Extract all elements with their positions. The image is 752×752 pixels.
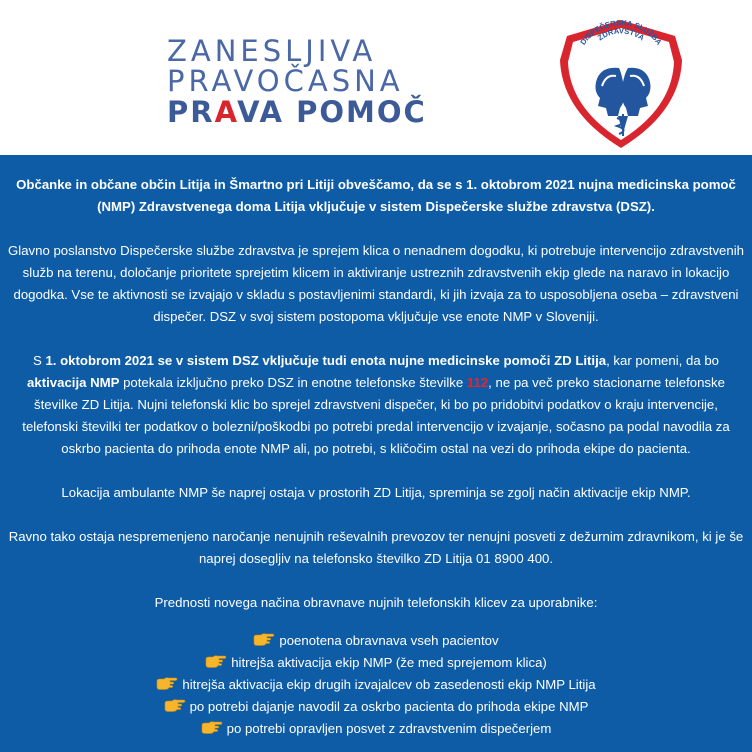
activation-nmp-text: aktivacija NMP xyxy=(27,375,120,390)
mission-paragraph: Glavno poslanstvo Dispečerske službe zdravstva je sprejem klica o nenadnem dogodku, ki potrebuje intervencijo zdravstvenih služb na terenu, določanje prioritete sprejetim klicem in aktiviranje ustreznih zdravstvenih ekip glede na naravo in lokacijo dogodka. Vse te aktivnosti se izvajajo v skladu s postavljenimi standardi, ki jih izvaja za to usposobljena oseba – zdravstveni dispečer. DSZ v svoj sistem postopoma vključuje vse enote NMP v Sloveniji. xyxy=(8,243,744,324)
benefit-text: poenotena obravnava vseh pacientov xyxy=(279,633,499,648)
emergency-number: 112 xyxy=(466,375,489,390)
list-item xyxy=(6,652,746,674)
slogan-accent-letter: A xyxy=(214,95,238,129)
slogan-line-3-start: PR xyxy=(167,95,215,129)
announcement-text xyxy=(6,174,746,740)
intro-text: Občanke in občane občin Litija in Šmartno pri Litiji obveščamo, da se s 1. oktobrom 2021 nujna medicinska pomoč (NMP) Zdravstvenega doma Litija vključuje v sistem Dispečerske službe zdravstva (DSZ). xyxy=(16,177,736,214)
slogan-line-3-end: VA POMOČ xyxy=(237,95,427,129)
benefit-text: po potrebi dajanje navodil za oskrbo pacienta do prihoda ekipe NMP xyxy=(189,699,589,714)
benefit-text: po potrebi opravljen posvet z zdravstvenim dispečerjem xyxy=(226,721,552,736)
benefits-title: Prednosti novega načina obravnave nujnih telefonskih klicev za uporabnike: xyxy=(154,595,598,610)
list-item xyxy=(6,718,746,740)
slogan-line-2: PRAVOČASNA xyxy=(167,64,404,98)
slogan-line-1: ZANESLJIVA xyxy=(167,34,377,68)
logo-text-bottom: ZDRAVSTVA xyxy=(595,26,647,43)
benefit-text: hitrejša aktivacija ekip NMP (že med sprejemom klica) xyxy=(231,655,547,670)
pointing-hand-icon xyxy=(156,677,178,690)
dsz-logo xyxy=(556,16,686,152)
pointing-hand-icon xyxy=(201,721,223,734)
location-paragraph: Lokacija ambulante NMP še naprej ostaja v prostorih ZD Litija, spreminja se zgolj način aktivacije ekip NMP. xyxy=(61,485,691,500)
benefit-text: hitrejša aktivacija ekip drugih izvajalcev ob zasedenosti ekip NMP Litija xyxy=(182,677,596,692)
intro-paragraph xyxy=(6,174,746,218)
slogan-line-3 xyxy=(167,97,467,127)
activation-paragraph xyxy=(6,350,746,460)
pointing-hand-icon xyxy=(253,633,275,646)
activation-mid-2: potekala izključno preko DSZ in enotne telefonske številke xyxy=(119,375,467,390)
list-item xyxy=(6,674,746,696)
transport-paragraph: Ravno tako ostaja nespremenjeno naročanje nenujnih reševalnih prevozov ter nenujni posveti z dežurnim zdravnikom, ki je še naprej dosegljiv na telefonsko številko ZD Litija 01 8900 400. xyxy=(8,529,744,566)
pointing-hand-icon xyxy=(164,699,186,712)
announcement-panel xyxy=(0,155,752,752)
benefits-list xyxy=(6,630,746,740)
activation-mid-1: , kar pomeni, da bo xyxy=(606,353,719,368)
activation-date-text: 1. oktobrom 2021 se v sistem DSZ vključuje tudi enota nujne medicinske pomoči ZD Litija xyxy=(45,353,607,368)
logo-text-top: DISPEČERSKA SLUŽBA xyxy=(578,18,664,47)
pointing-hand-icon xyxy=(205,655,227,668)
list-item xyxy=(6,630,746,652)
activation-rest: , ne pa več preko stacionarne telefonske številke ZD Litija. Nujni telefonski klic bo sprejel zdravstveni dispečer, ki bo po pridobitvi podatkov o kraju intervencije, telefonski številki ter podatkov o bolezni/poškodbi po potrebi predal intervencijo v izvajanje, sočasno pa podal navodila za oskrbo pacienta do prihoda enote NMP ali, po potrebi, s kličočim ostal na vezi do prihoda ekipe do pacienta. xyxy=(22,375,730,456)
list-item xyxy=(6,696,746,718)
slogan xyxy=(167,36,467,127)
activation-prefix: S xyxy=(33,353,46,368)
header xyxy=(0,0,752,155)
